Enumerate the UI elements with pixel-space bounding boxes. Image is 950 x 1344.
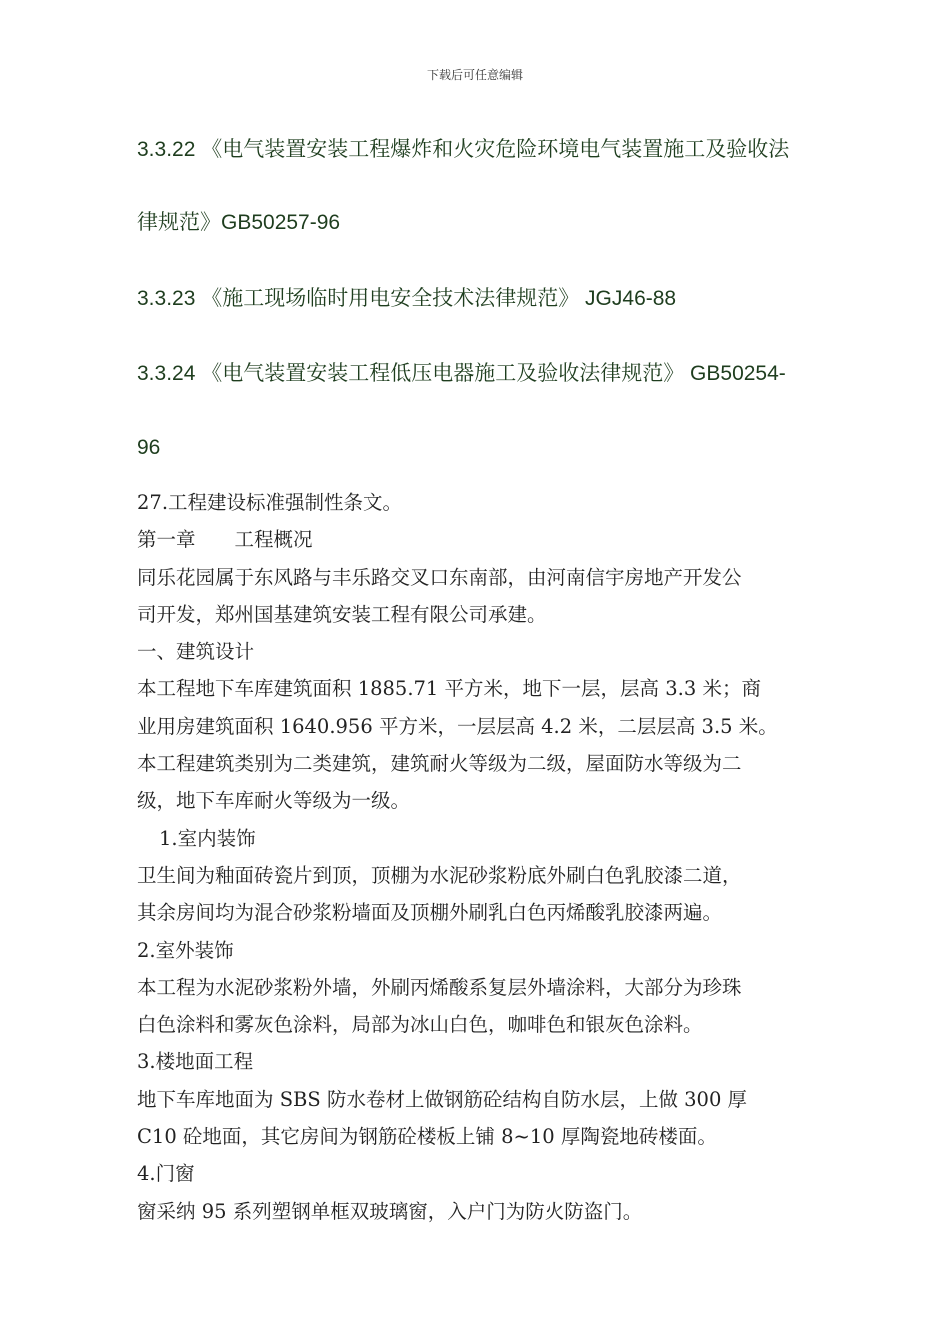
body-line: 业用房建筑面积 1640.956 平方米，一层层高 4.2 米，二层层高 3.5 米。 <box>137 714 778 738</box>
section-heading: 一、建筑设计 <box>137 640 255 664</box>
body-line: 白色涂料和雾灰色涂料，局部为冰山白色，咖啡色和银灰色涂料。 <box>137 1013 703 1037</box>
standard-line-3-3-24: 3.3.24 《电气装置安装工程低压电器施工及验收法律规范》 GB50254- <box>137 362 786 385</box>
standard-line-3-3-23: 3.3.23 《施工现场临时用电安全技术法律规范》 JGJ46-88 <box>137 287 677 310</box>
subsection-heading: 3.楼地面工程 <box>137 1050 254 1074</box>
subsection-heading: 4.门窗 <box>137 1162 195 1186</box>
standard-line-3-3-22-cont: 律规范》GB50257-96 <box>137 211 341 234</box>
body-line: 同乐花园属于东风路与丰乐路交叉口东南部，由河南信宇房地产开发公 <box>137 565 742 589</box>
body-line: 本工程为水泥砂浆粉外墙，外刷丙烯酸系复层外墙涂料，大部分为珍珠 <box>137 975 742 999</box>
body-line: 窗采纳 95 系列塑钢单框双玻璃窗，入户门为防火防盗门。 <box>137 1199 643 1223</box>
body-line: 本工程建筑类别为二类建筑，建筑耐火等级为二级，屋面防水等级为二 <box>137 752 742 776</box>
body-line: 司开发，郑州国基建筑安装工程有限公司承建。 <box>137 602 547 626</box>
body-line: 卫生间为釉面砖瓷片到顶，顶棚为水泥砂浆粉底外刷白色乳胶漆二道， <box>137 863 742 887</box>
body-line: 其余房间均为混合砂浆粉墙面及顶棚外刷乳白色丙烯酸乳胶漆两遍。 <box>137 901 723 925</box>
body-line: C10 砼地面，其它房间为钢筋砼楼板上铺 8~10 厚陶瓷地砖楼面。 <box>137 1125 717 1149</box>
body-line: 27.工程建设标准强制性条文。 <box>137 491 403 514</box>
document-body <box>137 484 837 1230</box>
body-line: 地下车库地面为 SBS 防水卷材上做钢筋砼结构自防水层，上做 300 厚 <box>137 1087 748 1111</box>
body-line: 级，地下车库耐火等级为一级。 <box>137 789 411 813</box>
standard-line-3-3-22: 3.3.22 《电气装置安装工程爆炸和火灾危险环境电气装置施工及验收法 <box>137 138 790 161</box>
standard-line-3-3-24-cont: 96 <box>137 436 161 459</box>
body-line: 本工程地下车库建筑面积 1885.71 平方米，地下一层，层高 3.3 米；商 <box>137 677 761 701</box>
page-header: 下载后可任意编辑 <box>426 68 523 82</box>
subsection-heading: 2.室外装饰 <box>137 938 234 962</box>
subsection-heading: 1.室内装饰 <box>159 826 256 850</box>
chapter-heading: 第一章 工程概况 <box>137 528 313 552</box>
